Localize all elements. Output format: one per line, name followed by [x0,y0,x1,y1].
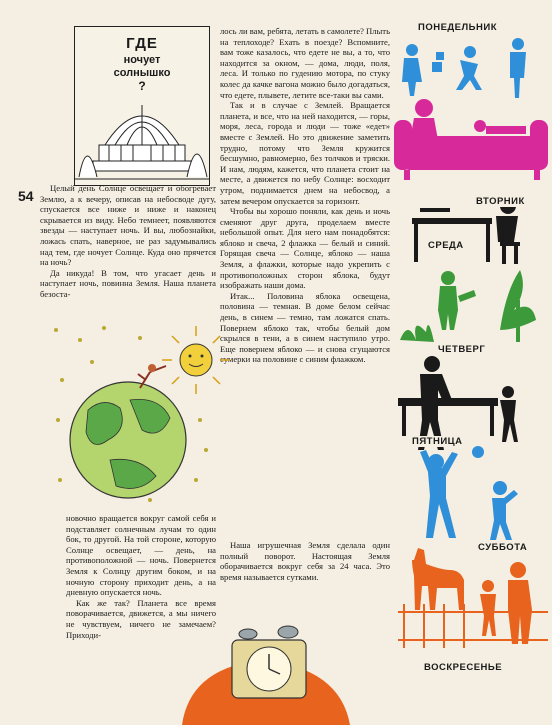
paragraph: новочно вращается вокруг самой себя и подставляет солнечным лучам то один бок, то другой. На той стороне, которую Солнце освещает, — день, на противоположной — ночь. Повернется Земля к Солнцу другим боком, и на ночную сторону приходит день, а на дневную опускается ночь. [66,513,216,598]
day-label-friday: ПЯТНИЦА [412,436,463,447]
paragraph: Как же так? Планета все время поворачивается, движется, а мы ничего не чувствуем, ничего не замечаем? Приходи- [66,597,216,640]
sun [180,344,212,376]
day-label-monday: ПОНЕДЕЛЬНИК [418,22,497,33]
thursday-garden-scene [400,270,536,342]
paragraph: Целый день Солнце освещает и обогревает Землю, а к вечеру, описав на небосводе дугу, спускается все ниже и ниже и наконец скрывается из виду. Небо темнеет, появляются звезды — наступает ночь. И вы, любознайки, ложась спать, наверное, не раз задумывались над тем, где ночует Солнце. Куда оно прячется на ночь? [40,183,216,268]
page-number: 54 [18,188,34,204]
saturday-ball-scene [420,446,518,540]
title-line1: ГДЕ [126,35,158,52]
day-label-saturday: СУББОТА [478,542,528,553]
monday-figures [402,38,526,98]
week-silhouettes [394,38,548,648]
paragraph: Да никуда! В том, что угасает день и наступает ночь, повинна Земля. Наша планета безоста- [40,267,216,299]
paragraph: Так и в случае с Землей. Вращается планета, и все, что на ней находится, — горы, моря, леса, города и люди — тоже «едет» вместе с Землей. Но это движение заметить трудно, потому что Земля кружится бесшумно, равномерно, без толчков и тряски. И нам, людям, кажется, что планета стоит на месте, а движется по небу Солнце: восходит утром, поднимается днем на небосвод, а затем вечером опускается за горизонт. [220,100,390,206]
wednesday-desk-scene [412,198,520,264]
alarm-clock-illustration [182,626,350,725]
day-label-wednesday: СРЕДА [428,240,464,251]
title-line2: ночует [123,54,161,66]
paragraph: лось ли вам, ребята, летать в самолете? Плыть на теплоходе? Ехать в поезде? Вспомните, вам тоже казалось, что едете не вы, а то, что находится за окном, — дома, люди, поля, леса. И только по гудению мотора, по стуку колес да качке вагона можно было догадаться, что едете, плывете, летите все-таки вы сами. [220,26,390,100]
day-label-thursday: ЧЕТВЕРГ [438,344,486,355]
earth-sun-illustration [54,326,230,502]
day-label-tuesday: ВТОРНИК [476,196,525,207]
paragraph: Чтобы вы хорошо поняли, как день и ночь сменяют друг друга, проделаем вместе небольшой опыт. Для него нам понадобятся: яблоко и свеча, 2 флажка — белый и синий. Горящая свеча — Солнце, яблоко — наша Земля, а флажки, которые надо укрепить с противоположных сторон яблока, будут изображать наши дома. [220,206,390,291]
title-line4: ? [138,79,146,93]
sunday-zoo-scene [412,548,532,644]
paragraph: Итак... Половина яблока освещена, половина — темная. В доме белом сейчас день, в синем — темно, там ложатся спать. Повернем яблоко так, чтобы белый дом скрылся в тени, а в синем наступило утро. Еще повернем яблоко — и снова сгущаются сумерки на половине с синим флажком. [220,290,390,365]
paragraph: Наша игрушечная Земля сделала один полный поворот. Настоящая Земля оборачивается вокруг себя за 24 часа. Это время называется сутками. [220,540,390,582]
title-line3: солнышко [113,67,171,79]
day-label-sunday: ВОСКРЕСЕНЬЕ [424,662,503,673]
monday-sofa-scene [394,99,548,180]
